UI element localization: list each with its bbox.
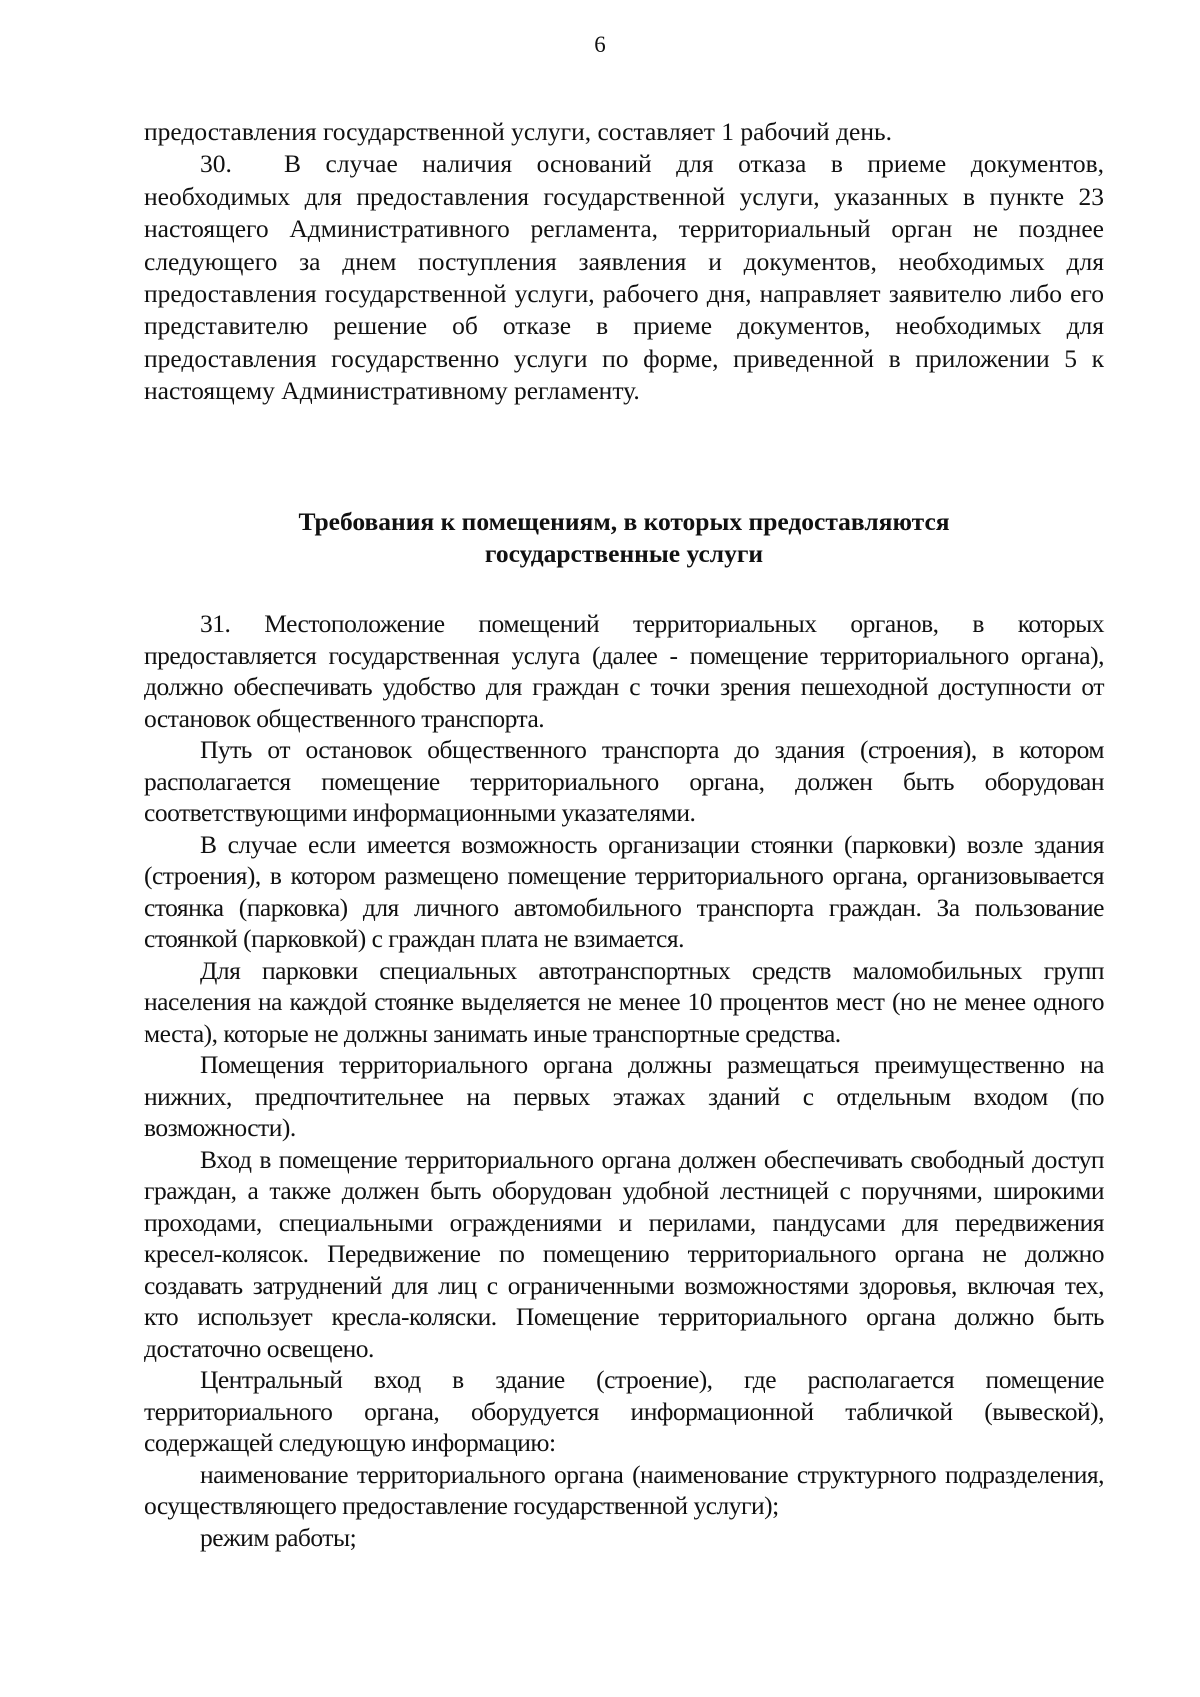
text-block-main: [144, 608, 1104, 1553]
paragraph-parking: В случае если имеется возможность организации стоянки (парковки) возле здания (строения), в котором размещено помещение территориального органа, организовывается стоянка (парковка) для личного автомобильного транспорта граждан. За пользование стоянкой (парковкой) с граждан плата не взимается.: [144, 829, 1104, 953]
section-heading: [144, 506, 1104, 570]
item-30-number: 30.: [200, 149, 232, 179]
paragraph-floor-placement: Помещения территориального органа должны размещаться преимущественно на нижних, предпочтительнее на первых этажах зданий с отдельным входом (по возможности).: [144, 1050, 1104, 1142]
paragraph-item-30: [144, 148, 1104, 407]
paragraph-entrance-access: Вход в помещение территориального органа должен обеспечивать свободный доступ граждан, а также должен быть оборудован удобной лестницей с поручнями, широкими проходами, специальными ограждениями и перилами, пандусами для передвижения кресел-колясок. Передвижение по помещению территориального органа не должно создавать затруднений для лиц с ограниченными возможностями здоровья, включая тех, кто использует кресла-коляски. Помещение территориального органа должно быть достаточно освещено.: [144, 1144, 1104, 1363]
list-item-name: наименование территориального органа (наименование структурного подразделения, осуществляющего предоставление государственной услуги);: [144, 1459, 1104, 1520]
text-block-top: [144, 116, 1104, 408]
page-number: 6: [594, 32, 606, 57]
section-heading-line-2: государственные услуги: [484, 539, 764, 568]
paragraph-item-31: 31. Местоположение помещений территориальных органов, в которых предоставляется государственная услуга (далее - помещение территориального органа), должно обеспечивать удобство для граждан с точки зрения пешеходной доступности от остановок общественного транспорта.: [144, 609, 1104, 733]
paragraph-special-parking: Для парковки специальных автотранспортных средств маломобильных групп населения на каждой стоянке выделяется не менее 10 процентов мест (но не менее одного места), которые не должны занимать иные транспортные средства.: [144, 955, 1104, 1048]
section-heading-line-1: Требования к помещениям, в которых предоставляются: [298, 507, 950, 536]
paragraph-central-entrance: Центральный вход в здание (строение), где располагается помещение территориального органа, оборудуется информационной табличкой (вывеской), содержащей следующую информацию:: [144, 1365, 1104, 1457]
list-item-work-schedule: режим работы;: [200, 1522, 357, 1552]
continuation-paragraph: предоставления государственной услуги, составляет 1 рабочий день.: [144, 117, 892, 146]
item-30-text: В случае наличия оснований для отказа в приеме документов, необходимых для предоставления государственной услуги, указанных в пункте 23 настоящего Административного регламента, территориальный орган не позднее следующего за днем поступления заявления и документов, необходимых для предоставления государственной услуги, рабочего дня, направляет заявителю либо его представителю решение об отказе в приеме документов, необходимых для предоставления государственно услуги по форме, приведенной в приложении 5 к настоящему Административному регламенту.: [144, 149, 1104, 406]
paragraph-path-signs: Путь от остановок общественного транспорта до здания (строения), в котором располагается помещение территориального органа, должен быть оборудован соответствующими информационными указателями.: [144, 735, 1104, 827]
